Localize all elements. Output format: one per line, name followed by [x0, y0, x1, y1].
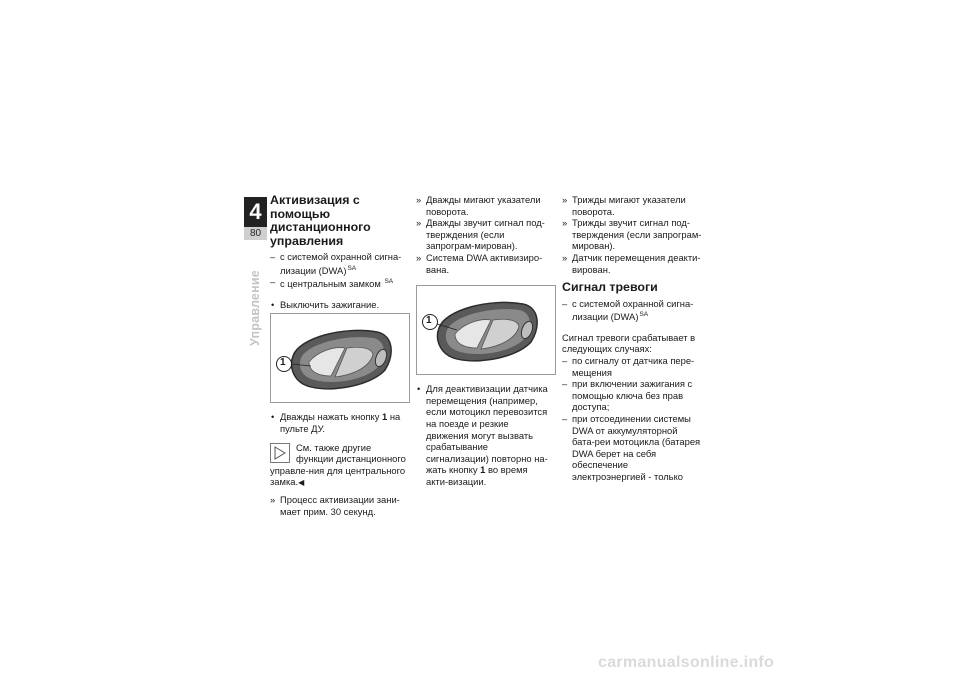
- step-ignition-off: • Выключить зажигание.: [270, 299, 410, 311]
- figure-callout-label: 1: [280, 357, 286, 369]
- alarm-case-ignition: – при включении зажигания с помощью ключа без прав доступа;: [562, 378, 702, 413]
- remote-key-figure: [270, 313, 410, 403]
- alarm-case-motion-sensor: – по сигналу от датчика пере-мещения: [562, 355, 702, 378]
- remote-key-figure-2: [416, 285, 556, 375]
- result-confirm-tone-twice: » Дважды звучит сигнал под-тверждения (если запрограм-мирован).: [416, 217, 552, 252]
- end-mark-icon: ◀: [298, 478, 305, 488]
- result-sensor-deactivated: » Датчик перемещения деакти-вирован.: [562, 252, 702, 275]
- result-activation-time: » Процесс активизации зани-мает прим. 30 секунд.: [270, 494, 410, 517]
- chapter-marker: [244, 197, 267, 240]
- result-dwa-activated: » Система DWA активизиро-вана.: [416, 252, 552, 275]
- section-heading-activation: Активизация с помощью дистанционного управления: [270, 193, 371, 248]
- option-dwa: – с системой охранной сигна-лизации (DWA)$^{SA}$: [270, 251, 410, 276]
- note-reference: См. также другие функции дистанционного управле-ния для центрального замка.◀: [270, 441, 406, 488]
- remote-key-illustration-2: [417, 286, 557, 376]
- chapter-side-label: Управление: [248, 270, 262, 346]
- option-central-lock: – с центральным замком $^{SA}$: [270, 276, 410, 290]
- page-number: 80: [244, 227, 267, 240]
- section-heading-alarm: Сигнал тревоги: [562, 280, 658, 295]
- result-turn-signals-twice: » Дважды мигают указатели поворота.: [416, 194, 552, 217]
- column-2: [416, 194, 552, 488]
- step-press-button: • Дважды нажать кнопку 1 на пульте ДУ.: [270, 411, 410, 434]
- column-1: [270, 194, 410, 517]
- watermark: carmanualsonline.info: [598, 654, 775, 671]
- chapter-number: 4: [244, 197, 267, 227]
- result-confirm-tone-thrice: » Трижды звучит сигнал под-тверждения (если запрограм-мирован).: [562, 217, 702, 252]
- remote-key-illustration: [271, 314, 411, 404]
- note-triangle-icon: [270, 443, 290, 463]
- step-deactivate-sensor: • Для деактивизации датчика перемещения (например, если мотоцикл перевозится на поезде и резкие движения могут вызвать срабатывание сигнализации) повторно на-жать кнопку 1 во время акти-визации.: [416, 383, 552, 487]
- alarm-case-disconnect: – при отсоединении системы DWA от аккумуляторной бата-реи мотоцикла (батарея DWA берет на себя обеспечение электроэнергией - только: [562, 413, 702, 483]
- option-dwa-alarm: – с системой охранной сигна-лизации (DWA)$^{SA}$: [562, 298, 702, 323]
- column-3: [562, 194, 702, 483]
- alarm-intro-paragraph: Сигнал тревоги срабатывает в следующих случаях:: [562, 331, 696, 355]
- figure-callout-label-2: 1: [426, 315, 432, 327]
- result-turn-signals-thrice: » Трижды мигают указатели поворота.: [562, 194, 702, 217]
